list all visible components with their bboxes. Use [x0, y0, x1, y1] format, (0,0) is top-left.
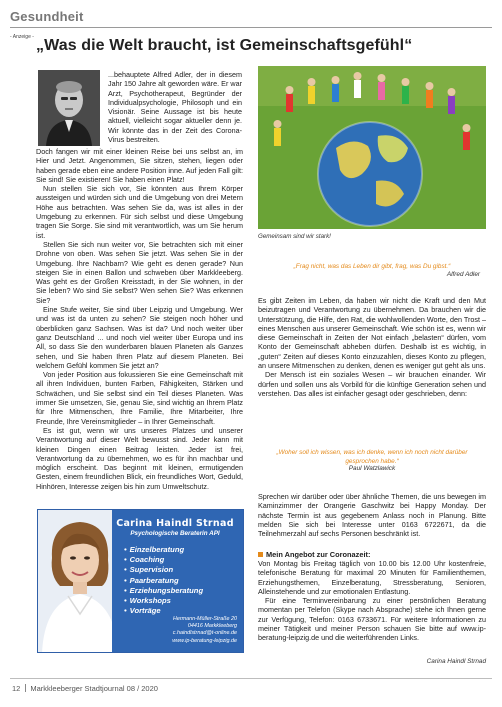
ad-services-list — [124, 545, 242, 616]
offer-heading — [258, 550, 370, 559]
right-column-bottom — [258, 559, 486, 643]
ad-service-item: • Vorträge — [124, 606, 242, 616]
body-paragraph: Von Montag bis Freitag täglich von 10.00 bis 12.00 Uhr kostenfreie, telefonische Beratung für maximal 20 Minuten für Familienthemen, Erziehungsthemen, Einzelberatung, Stressberatung, Senioren, Alleinstehende und zur emotionalen Entlastung. — [258, 559, 486, 596]
ad-service-item: • Einzelberatung — [124, 545, 242, 555]
portrait-illustration — [38, 70, 100, 146]
body-paragraph: Von jeder Position aus fokussieren Sie eine Gemeinschaft mit all ihren Individuen, bunten Farben, Fähigkeiten, Stärken und Schwächen, und Sie selbst sind ein Teil dieses Planeten. Was immer Sie umsetzen, Sie, genau Sie, sind wichtig an Ihrem Platz für Ihre Mitmenschen, Ihre Familie, Ihre Mitarbeiter, Ihre Freunde, Ihre Vereinsmitglieder – in Ihrer Gemeinschaft. — [36, 370, 243, 426]
left-column — [36, 147, 243, 491]
page-footer — [12, 684, 158, 693]
alfred-adler-portrait — [38, 70, 100, 146]
section-title: Gesundheit — [10, 9, 84, 24]
photo-caption: Gemeinsam sind wir stark! — [258, 233, 331, 240]
footer-separator — [25, 684, 26, 692]
headline: „Was die Welt braucht, ist Gemeinschaftsgefühl“ — [36, 37, 413, 54]
body-paragraph: Eine Stufe weiter, Sie sind über Leipzig und Umgebung. Wer und was ist da unten zu sehen? Sie steigen noch höher und überblicken ganz Sachsen. Was ist da? Und noch weiter über ganz Deutschland ... und noch viel weiter über Europa und ins All, so dass Sie den wunderbaren blauen Planeten als Ganzes sehen, und Sie haben Ihren Platz auf diesem Planeten. Bei welchem Gefühl kommen Sie jetzt an? — [36, 305, 243, 370]
globe-photo-illustration — [258, 66, 486, 229]
ad-advisor-role: Psychologische Beraterin API — [130, 530, 220, 537]
publication-name: Markkleeberger Stadtjournal 08 / 2020 — [30, 684, 158, 693]
ad-service-item: • Coaching — [124, 555, 242, 565]
ad-service-item: • Supervision — [124, 565, 242, 575]
intro-text — [108, 70, 242, 144]
footer-divider — [10, 678, 492, 679]
offer-heading-text: Mein Angebot zur Coronazeit: — [266, 550, 371, 559]
page-number: 12 — [12, 684, 21, 693]
body-paragraph: Doch fangen wir mit einer kleinen Reise bei uns selbst an, im Hier und Jetzt. Angenommen, Sie sitzen, stehen, liegen oder haben gerade eben eine andere Position inne. Auf jeden Fall gilt: Sie sind! Sie existieren! Sie haben einen Platz! — [36, 147, 243, 184]
orange-square-icon — [258, 552, 263, 557]
ad-service-item: • Paarberatung — [124, 576, 242, 586]
body-paragraph: Es gibt Zeiten im Leben, da haben wir nicht die Kraft und den Mut beizutragen und Verantwortung zu übernehmen. Da brauchen wir die Unterstützung, die Hilfe, den Rat, die wohlwollenden Worte, den Trost – eines Menschen aus unserer Gemeinschaft. Wie schön ist es, wenn wir diese Gemeinschaft in Zeiten der Not einfach „belasten“ dürfen, vom Konto der Gemeinschaft abheben dürfen. Deshalb ist es wichtig, in „guten“ Zeiten auf dieses Konto einzuzahlen, dieses Konto zu pflegen, an unsere Mitmenschen zu denken, denen es weniger gut geht als uns. — [258, 296, 486, 371]
advertisement-label: - Anzeige - — [10, 34, 34, 40]
body-paragraph: Für eine Terminvereinbarung zu einer persönlichen Beratung momentan per Telefon (Skype nach Absprache) stehe ich Ihnen gerne zur Verfügung, Telefon: 0163 6733671. Für weitere Informationen zu meiner Tätigkeit und meiner Person schauen Sie bitte auf www.ip-beratung-leipzig.de und die weiterführenden Links. — [258, 596, 486, 643]
ad-contact-block — [116, 616, 237, 645]
community-globe-photo — [258, 66, 486, 229]
ad-service-item: • Workshops — [124, 596, 242, 606]
right-column-top — [258, 296, 486, 398]
quote-watzlawick: „Woher soll ich wissen, was ich denke, wenn ich noch nicht darüber gesprochen habe.“ — [276, 449, 468, 465]
body-paragraph: Stellen Sie sich nun weiter vor, Sie betrachten sich mit einer Drohne von oben. Was sehen Sie jetzt. Was sehen Sie in der Umgebung. Ihre Nachbarn? Wie geht es denen gerade? Nun steigen Sie in einen Ballon und schweben über Markkleeberg. Was geht es der Großen Kreisstadt, in der Sie wohnen, in der Sie leben? Wo sind Sie selbst? Wen sehen Sie? Was erkennen Sie? — [36, 239, 243, 305]
ad-advisor-name: Carina Haindl Strnad — [116, 518, 234, 529]
ad-address-street: Hermann-Müller-Straße 20 — [172, 616, 237, 622]
advertisement-box — [37, 509, 244, 653]
section-header — [10, 8, 492, 28]
right-column-middle — [258, 492, 486, 538]
body-paragraph: Der Mensch ist ein soziales Wesen – wir brauchen einander. Wir dürfen und sollen uns als Vorbild für die künftige Generation sehen und verstehen. Das alles ist einfacher gesagt oder geschrieben, denn: — [258, 370, 486, 398]
body-paragraph: Es ist gut, wenn wir uns unseres Platzes und unserer Verantwortung auf dieser Welt bewusst sind. Jeder kann mit kleinen Dingen einen Beitrag leisten. Jeder ist frei, Verantwortung da zu übernehmen, wo es für ihn machbar und möglich erscheint. Das beginnt mit kleinen, ermutigenden Gesten, einem freundlichen Blick, ein freundliches Wort, Geduld, Hinhören, Interesse zeigen bis hin zum Umweltschutz. — [36, 425, 243, 491]
body-paragraph: Nun stellen Sie sich vor, Sie könnten aus Ihrem Körper aussteigen und würden sich und die Umgebung von drei Metern Höhe aus betrachten. Was sehen Sie da, was ist alles in der Umgebung zu erkennen. Für sich selbst und diese Umgebung tragen Sie Sorge. Sie sind mit verantwortlich, was um Sie herum ist. — [36, 184, 243, 240]
ad-email[interactable]: c.haindlstrnad@t-online.de — [172, 630, 237, 637]
quote-watzlawick-author: Paul Watzlawick — [348, 465, 396, 472]
ad-address-city: 04416 Markkleeberg — [187, 623, 237, 630]
ad-website[interactable]: www.ip-beratung-leipzig.de — [172, 637, 237, 644]
ad-service-item: • Erziehungsberatung — [124, 586, 242, 596]
body-paragraph: Sprechen wir darüber oder über ähnliche Themen, die uns bewegen im Kaminzimmer der Orangerie Gaschwitz bei Happy Monday. Der nächste Termin ist aus gegebenem Anlass noch in Planung. Bitte melden Sie sich bei Interesse unter 0163 6722671, da die Teilnehmerzahl auf sechs Personen beschränkt ist. — [258, 492, 486, 539]
quote-adler-author: Alfred Adler — [446, 271, 480, 278]
author-signature: Carina Haindl Strnad — [426, 658, 486, 665]
quote-adler: „Frag nicht, was das Leben dir gibt, frag, was Du gibst.“ — [293, 263, 451, 270]
intro-paragraph: ...behauptete Alfred Adler, der in diesem Jahr 150 Jahre alt geworden wäre. Er war Arzt, Psychotherapeut, Begründer der Individualpsychologie, Philosoph und ein Visionär. Seine Aussage ist bis heute aktuell, vielleicht sogar aktueller denn je. Wir könnte das in der Zeit des Corona-Virus bestreiten. — [108, 70, 242, 145]
